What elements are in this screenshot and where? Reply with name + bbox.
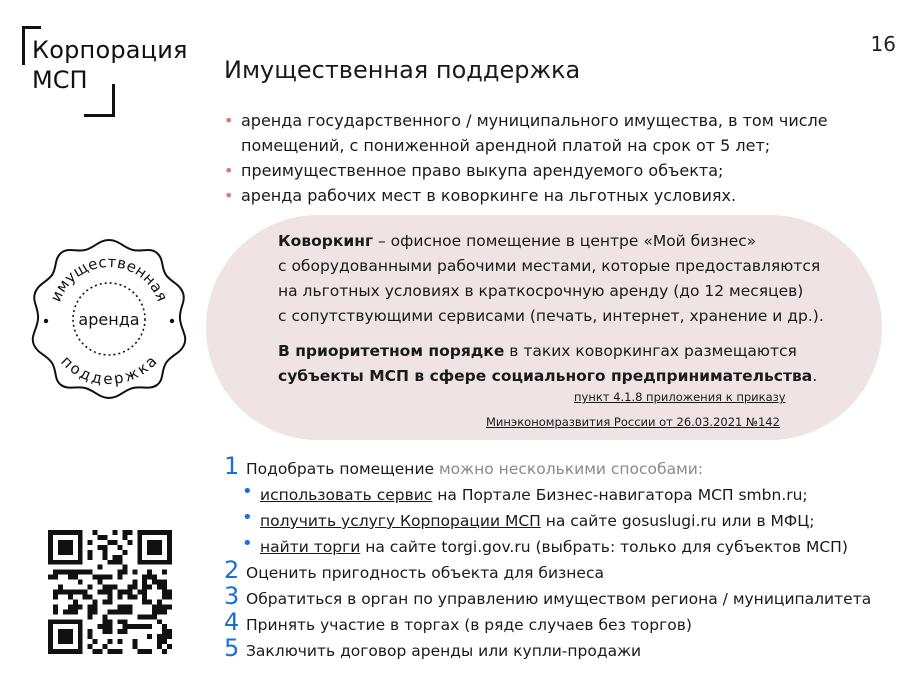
step-1: 1 Подобрать помещение можно несколькими способами: xyxy=(224,452,704,480)
steps-list xyxy=(224,452,904,663)
legal-reference-link[interactable]: Минэкономразвития России от 26.03.2021 №142 xyxy=(486,415,780,429)
bullet-dot-icon: • xyxy=(242,481,253,502)
logo-text-line2: МСП xyxy=(32,66,88,94)
step-1-option: • использовать сервис на Портале Бизнес-навигатора МСП smbn.ru; xyxy=(242,481,808,504)
coworking-text xyxy=(278,229,838,389)
priority-line: В приоритетном порядке в таких коворкингах размещаются xyxy=(278,342,797,360)
bullet-dot-icon: • xyxy=(242,507,253,528)
bullet-item: • аренда рабочих мест в коворкинге на льготных условиях. xyxy=(224,183,884,208)
step-number: 2 xyxy=(224,556,240,584)
coworking-line: Коворкинг – офисное помещение в центре «Мой бизнес» xyxy=(278,232,757,250)
coworking-line: с сопутствующими сервисами (печать, интернет, хранение и др.). xyxy=(278,307,824,325)
stamp-arc-top: имущественная xyxy=(46,252,172,305)
step-1-option: • найти торги на сайте torgi.gov.ru (выбрать: только для субъектов МСП) xyxy=(242,533,848,556)
stamp-badge-icon xyxy=(24,234,194,404)
step-number: 5 xyxy=(224,634,240,662)
coworking-line: с оборудованными рабочими местами, которые предоставляются xyxy=(278,257,821,275)
step-4: 4 Принять участие в торгах (в ряде случаев без торгов) xyxy=(224,608,692,636)
step-5: 5 Заключить договор аренды или купли-продажи xyxy=(224,634,642,662)
step-number: 1 xyxy=(224,452,240,480)
bullet-dot-icon: • xyxy=(224,161,234,180)
coworking-term: Коворкинг xyxy=(278,232,374,250)
support-bullets xyxy=(224,108,884,208)
step-1-option: • получить услугу Корпорации МСП на сайте gosuslugi.ru или в МФЦ; xyxy=(242,507,815,530)
subjects-line: субъекты МСП в сфере социального предпринимательства. xyxy=(278,367,818,385)
logo-frame-bottom-right xyxy=(84,84,115,117)
bullet-dot-icon: • xyxy=(224,186,234,205)
bullet-item: • аренда государственного / муниципального имущества, в том числе помещений, с пониженной арендной платой на срок от 5 лет; xyxy=(224,108,884,158)
stamp-center: аренда xyxy=(78,310,140,329)
legal-reference-link[interactable]: пункт 4.1.8 приложения к приказу xyxy=(574,390,786,404)
bullet-dot-icon: • xyxy=(242,533,253,554)
smbn-service-link[interactable]: использовать сервис xyxy=(260,486,433,504)
bullet-item: • преимущественное право выкупа арендуемого объекта; xyxy=(224,158,884,183)
logo xyxy=(22,26,202,118)
bullet-dot-icon: • xyxy=(224,111,234,130)
page-number: 16 xyxy=(870,32,896,56)
step-2: 2 Оценить пригодность объекта для бизнеса xyxy=(224,556,604,584)
stamp-arc-bottom: поддержка xyxy=(57,352,161,389)
qr-code-icon[interactable] xyxy=(48,530,172,654)
torgi-link[interactable]: найти торги xyxy=(260,538,361,556)
step-number: 4 xyxy=(224,608,240,636)
logo-text-line1: Корпорация xyxy=(32,36,188,64)
page-title: Имущественная поддержка xyxy=(224,56,581,84)
gosuslugi-service-link[interactable]: получить услугу Корпорации МСП xyxy=(260,512,541,530)
step-number: 3 xyxy=(224,582,240,610)
step-3: 3 Обратиться в орган по управлению имуществом региона / муниципалитета xyxy=(224,582,872,610)
coworking-line: на льготных условиях в краткосрочную аренду (до 12 месяцев) xyxy=(278,282,804,300)
